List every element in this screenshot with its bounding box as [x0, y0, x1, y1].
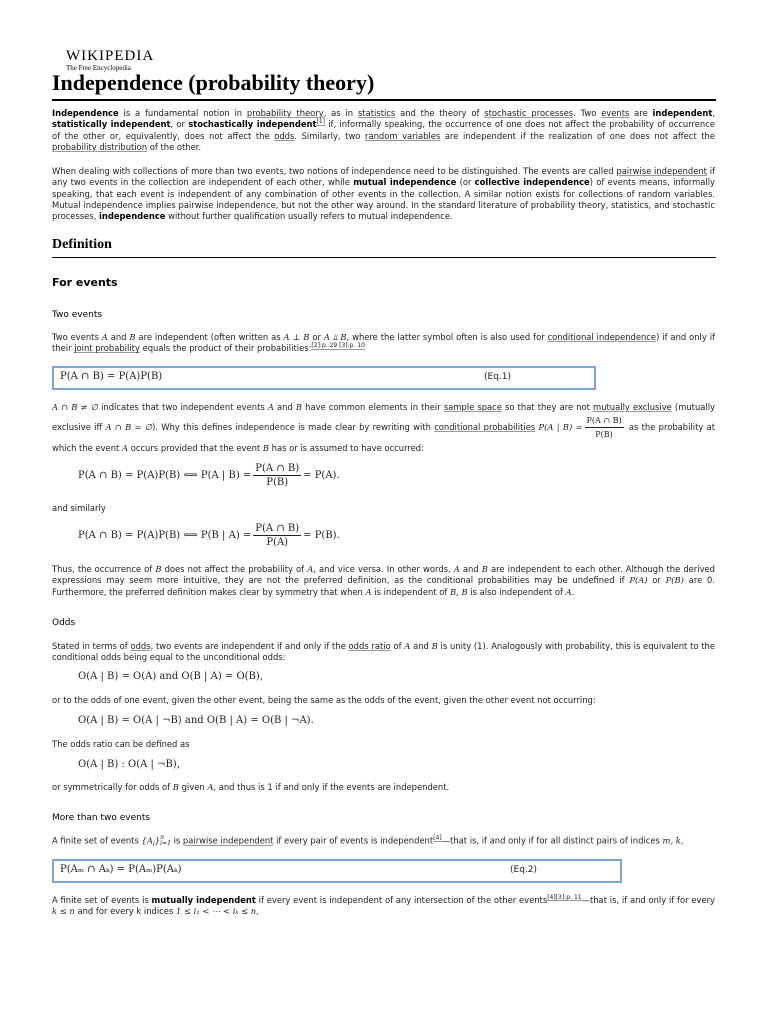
- wikipedia-logo[interactable]: [66, 48, 154, 72]
- heading-two-events: Two events: [52, 310, 103, 320]
- heading-more-than-two: More than two events: [52, 813, 151, 823]
- paragraph-symmetric: or symmetrically for odds of B given A, and thus is 1 if and only if the events are independent.: [52, 782, 450, 792]
- link-events[interactable]: events: [601, 108, 630, 118]
- paragraph-odds-given: or to the odds of one event, given the other event, being the same as the odds of the event, given the other event not occurring:: [52, 695, 596, 705]
- heading-definition: Definition: [52, 236, 716, 258]
- ref-4[interactable]: [4]: [433, 834, 442, 842]
- logo-wordmark: WIKIPEDIA: [66, 48, 155, 64]
- link-mutually-exclusive[interactable]: mutually exclusive: [593, 402, 672, 412]
- link-odds[interactable]: odds: [274, 130, 295, 141]
- link-stochastic-processes[interactable]: stochastic processes: [484, 108, 574, 118]
- link-sample-space[interactable]: sample space: [443, 402, 502, 412]
- equation-box-1: [52, 366, 596, 390]
- link-joint-probability[interactable]: joint probability: [74, 343, 140, 354]
- ref-2-3[interactable]: [2]:p. 29 [3]:p. 10: [311, 342, 365, 350]
- heading-for-events: For events: [52, 276, 118, 289]
- link-conditional-probabilities[interactable]: conditional probabilities: [434, 422, 536, 432]
- link-odds-2[interactable]: odds: [130, 641, 151, 651]
- paragraph-thus: Thus, the occurrence of B does not affect the probability of A, and vice versa. In other words, A and B are independent to each other. Although the derived expressions may seem more intuitive, they are not the preferred definition, as the conditional probabilities may be undefined if P(A) or P(B) are 0. Furthermore, the preferred definition makes clear by symmetry that when A is independent of B, B is also independent of A.: [52, 564, 715, 597]
- display-equation-1: P(A ∩ B) = P(A)P(B) ⟺ P(A | B) = $\frac{P(A \cap B)}{P(B)}$ = P(A).: [78, 463, 340, 488]
- equation-2-label: (Eq.2): [510, 865, 538, 875]
- display-equation-5: O(A | B) : O(A | ¬B),: [78, 759, 180, 770]
- equation-1-formula: P(A ∩ B) = P(A)P(B): [60, 371, 163, 382]
- equation-1-label: (Eq.1): [484, 372, 512, 382]
- ref-1[interactable]: [1]: [316, 118, 325, 126]
- paragraph-pairwise: A finite set of events $\{A_i\}$ n i=1 is pairwise independent if every pair of events is independent[4]—that is, if and only if for all distinct pairs of indices m, k,: [52, 834, 684, 849]
- equation-box-2: [52, 859, 622, 883]
- link-pairwise-independent-2[interactable]: pairwise independent: [182, 835, 274, 846]
- link-probability-distribution[interactable]: probability distribution: [52, 141, 148, 152]
- paragraph-two-notions: When dealing with collections of more than two events, two notions of independence need to be distinguished. The events are called pairwise independent if any two events in the collection are independent of each other, while mutual independence (or collective independence) of events means, informally speaking, that each event is independent of any combination of other events in the collection. A similar notion exists for collections of random variables. Mutual independence implies pairwise independence, but not the other way around. In the standard literature of probability theory, statistics, and stochastic processes, independence without further qualification usually refers to mutual independence.: [52, 166, 716, 222]
- paragraph-odds-ratio-def: The odds ratio can be defined as: [52, 739, 190, 749]
- intro-paragraph: Independence is a fundamental notion in probability theory, as in statistics and the theory of stochastic processes. Two events are independent, statistically independent, or stochastically independent[1] if, informally speaking, the occurrence of one does not affect the probability of occurrence of the other or, equivalently, does not affect the odds. Similarly, two random variables are independent if the realization of one does not affect the probability distribution of the other.: [52, 108, 716, 152]
- text-and-similarly: and similarly: [52, 503, 106, 513]
- paragraph-conditional: A ∩ B ≠ ∅ indicates that two independent events A and B have common elements in their sample space so that they are not mutually exclusive (mutually exclusive iff A ∩ B = ∅). Why this defines independence is made clear by rewriting with conditional probabilities P(A | B) = $\frac{P(A \cap B)}{P(B)}$ as the probability at which the event A occurs provided that the event B has or is assumed to have occurred:: [52, 402, 715, 453]
- link-statistics[interactable]: statistics: [357, 108, 396, 118]
- link-pairwise-independent[interactable]: pairwise independent: [616, 166, 707, 176]
- ref-4-3[interactable]: [4][3]:p. 11: [547, 894, 582, 902]
- paragraph-two-events: Two events A and B are independent (often written as A ⊥ B or A ⫫ B, where the latter symbol often is also used for conditional independence) if and only if their joint probability equals the product of their probabilities:$^{[2]:p. 29 [3]:p. 10}$: [52, 332, 715, 354]
- page-title: Independence (probability theory): [52, 70, 716, 101]
- link-probability-theory[interactable]: probability theory: [246, 108, 324, 118]
- logo-tagline: The Free Encyclopedia: [66, 64, 131, 72]
- display-equation-3: O(A | B) = O(A) and O(B | A) = O(B),: [78, 671, 263, 682]
- link-random-variables[interactable]: random variables: [365, 130, 441, 141]
- paragraph-odds: Stated in terms of odds, two events are independent if and only if the odds ratio of A and B is unity (1). Analogously with probability, this is equivalent to the conditional odds being equal to the unconditional odds:: [52, 641, 715, 663]
- equation-2-formula: P(Aₘ ∩ Aₖ) = P(Aₘ)P(Aₖ): [60, 864, 182, 875]
- display-equation-4: O(A | B) = O(A | ¬B) and O(B | A) = O(B | ¬A).: [78, 715, 314, 726]
- link-odds-ratio[interactable]: odds ratio: [348, 641, 391, 651]
- display-equation-2: P(A ∩ B) = P(A)P(B) ⟺ P(B | A) = $\frac{P(A \cap B)}{P(A)}$ = P(B).: [78, 523, 340, 548]
- paragraph-mutual: A finite set of events is mutually independent if every event is independent of any intersection of the other events$^{[4][3]:p. 11}$—that is, if and only if for every k ≤ n and for every k indices 1 ≤ i₁ < ⋯ < iₖ ≤ n,: [52, 894, 716, 917]
- link-conditional-independence[interactable]: conditional independence: [547, 332, 657, 342]
- heading-odds: Odds: [52, 618, 76, 628]
